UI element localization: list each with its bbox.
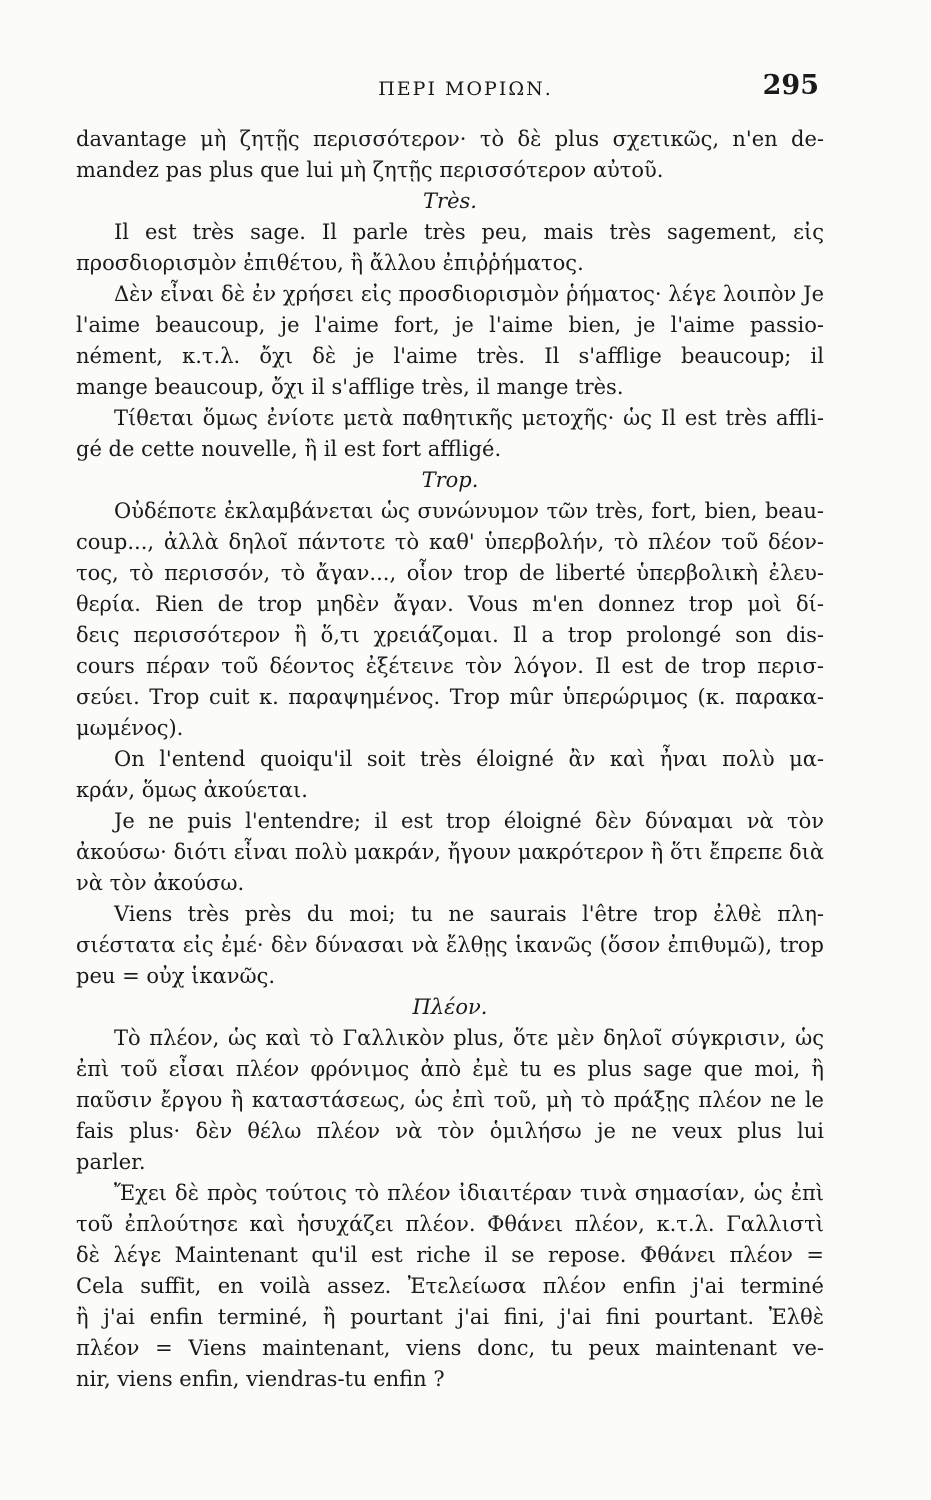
- text-line: δεις περισσότερον ἢ ὅ,τι χρειάζομαι. Il a trop prolongé son dis-: [76, 623, 824, 647]
- text-line: προσδιορισμὸν ἐπιθέτου, ἢ ἄλλου ἐπιῤῥήματος.: [76, 251, 584, 275]
- text-line: παῦσιν ἔργου ἢ καταστάσεως, ὡς ἐπὶ τοῦ, μὴ τὸ πράξῃς πλέον ne le: [76, 1088, 824, 1112]
- text-line: Il est très sage. Il parle très peu, mais très sagement, εἰς: [114, 220, 824, 244]
- text-line: Οὐδέποτε ἐκλαμβάνεται ὡς συνώνυμον τῶν très, fort, bien, beau-: [114, 499, 824, 523]
- text-line: μωμένος).: [76, 716, 184, 740]
- text-line: Je ne puis l'entendre; il est trop éloigné δὲν δύναμαι νὰ τὸν: [114, 809, 824, 833]
- section-heading: Très.: [423, 189, 477, 213]
- text-line: σεύει. Trop cuit κ. παραψημένος. Trop mûr ὑπερώριμος (κ. παρακα-: [76, 685, 824, 709]
- text-line: On l'entend quoiqu'il soit très éloigné ἂν καὶ ἦναι πολὺ μα-: [114, 747, 824, 771]
- page-number: 295: [762, 70, 819, 101]
- text-line: σιέστατα εἰς ἐμέ· δὲν δύνασαι νὰ ἔλθῃς ἱκανῶς (ὅσον ἐπιθυμῶ), trop: [76, 933, 824, 957]
- body-text: [76, 124, 824, 1395]
- text-line: coup..., ἀλλὰ δηλοῖ πάντοτε τὸ καθ' ὑπερβολήν, τὸ πλέον τοῦ δέον-: [76, 530, 824, 554]
- text-line: cours πέραν τοῦ δέοντος ἐξέτεινε τὸν λόγον. Il est de trop περισ-: [76, 654, 824, 678]
- section-heading: Trop.: [421, 468, 479, 492]
- text-line: davantage μὴ ζητῇς περισσότερον· τὸ δὲ plus σχετικῶς, n'en de-: [76, 127, 824, 151]
- text-line: nément, κ.τ.λ. ὄχι δὲ je l'aime très. Il s'afflige beaucoup; il: [76, 344, 824, 368]
- text-line: mandez pas plus que lui μὴ ζητῇς περισσότερον αὐτοῦ.: [76, 158, 664, 182]
- text-line: l'aime beaucoup, je l'aime fort, je l'aime bien, je l'aime passio-: [76, 313, 824, 337]
- text-line: κράν, ὅμως ἀκούεται.: [76, 778, 308, 802]
- section-heading: Πλέον.: [412, 995, 488, 1019]
- text-line: Ἔχει δὲ πρὸς τούτοις τὸ πλέον ἰδιαιτέραν τινὰ σημασίαν, ὡς ἐπὶ: [114, 1181, 824, 1205]
- text-line: mange beaucoup, ὄχι il s'afflige très, il mange très.: [76, 375, 624, 399]
- text-line: ἀκούσω· διότι εἶναι πολὺ μακράν, ἤγουν μακρότερον ἢ ὅτι ἔπρεπε διὰ: [76, 840, 824, 864]
- text-line: nir, viens enfin, viendras-tu enfin ?: [76, 1367, 445, 1391]
- text-line: ἢ j'ai enfin terminé, ἢ pourtant j'ai fini, j'ai fini pourtant. Ἐλθὲ: [76, 1305, 824, 1329]
- text-line: πλέον = Viens maintenant, viens donc, tu peux maintenant ve-: [76, 1336, 824, 1360]
- text-line: τοῦ ἐπλούτησε καὶ ἡσυχάζει πλέον. Φθάνει πλέον, κ.τ.λ. Γαλλιστὶ: [76, 1212, 824, 1236]
- text-line: Τίθεται ὅμως ἐνίοτε μετὰ παθητικῆς μετοχῆς· ὡς Il est très affli-: [114, 406, 824, 430]
- text-line: fais plus· δὲν θέλω πλέον νὰ τὸν ὁμιλήσω je ne veux plus lui: [76, 1119, 824, 1143]
- text-line: θερία. Rien de trop μηδὲν ἄγαν. Vous m'en donnez trop μοὶ δί-: [76, 592, 824, 616]
- text-line: νὰ τὸν ἀκούσω.: [76, 871, 245, 895]
- text-line: Δὲν εἶναι δὲ ἐν χρήσει εἰς προσδιορισμὸν ῥήματος· λέγε λοιπὸν Je: [114, 282, 824, 306]
- text-line: Viens très près du moi; tu ne saurais l'être trop ἐλθὲ πλη-: [114, 902, 824, 926]
- text-line: ἐπὶ τοῦ εἶσαι πλέον φρόνιμος ἀπὸ ἐμὲ tu es plus sage que moi, ἢ: [76, 1057, 824, 1081]
- text-line: Cela suffit, en voilà assez. Ἐτελείωσα πλέον enfin j'ai terminé: [76, 1274, 824, 1298]
- running-head: ΠΕΡΙ ΜΟΡΙΩΝ.: [378, 78, 553, 100]
- text-line: parler.: [76, 1150, 146, 1174]
- text-line: peu = οὐχ ἱκανῶς.: [76, 964, 276, 988]
- text-line: τος, τὸ περισσόν, τὸ ἄγαν..., οἷον trop de liberté ὑπερβολικὴ ἐλευ-: [76, 561, 824, 585]
- text-line: Τὸ πλέον, ὡς καὶ τὸ Γαλλικὸν plus, ὅτε μὲν δηλοῖ σύγκρισιν, ὡς: [114, 1026, 824, 1050]
- text-line: δὲ λέγε Maintenant qu'il est riche il se repose. Φθάνει πλέον =: [76, 1243, 824, 1267]
- text-line: gé de cette nouvelle, ἢ il est fort affligé.: [76, 437, 502, 461]
